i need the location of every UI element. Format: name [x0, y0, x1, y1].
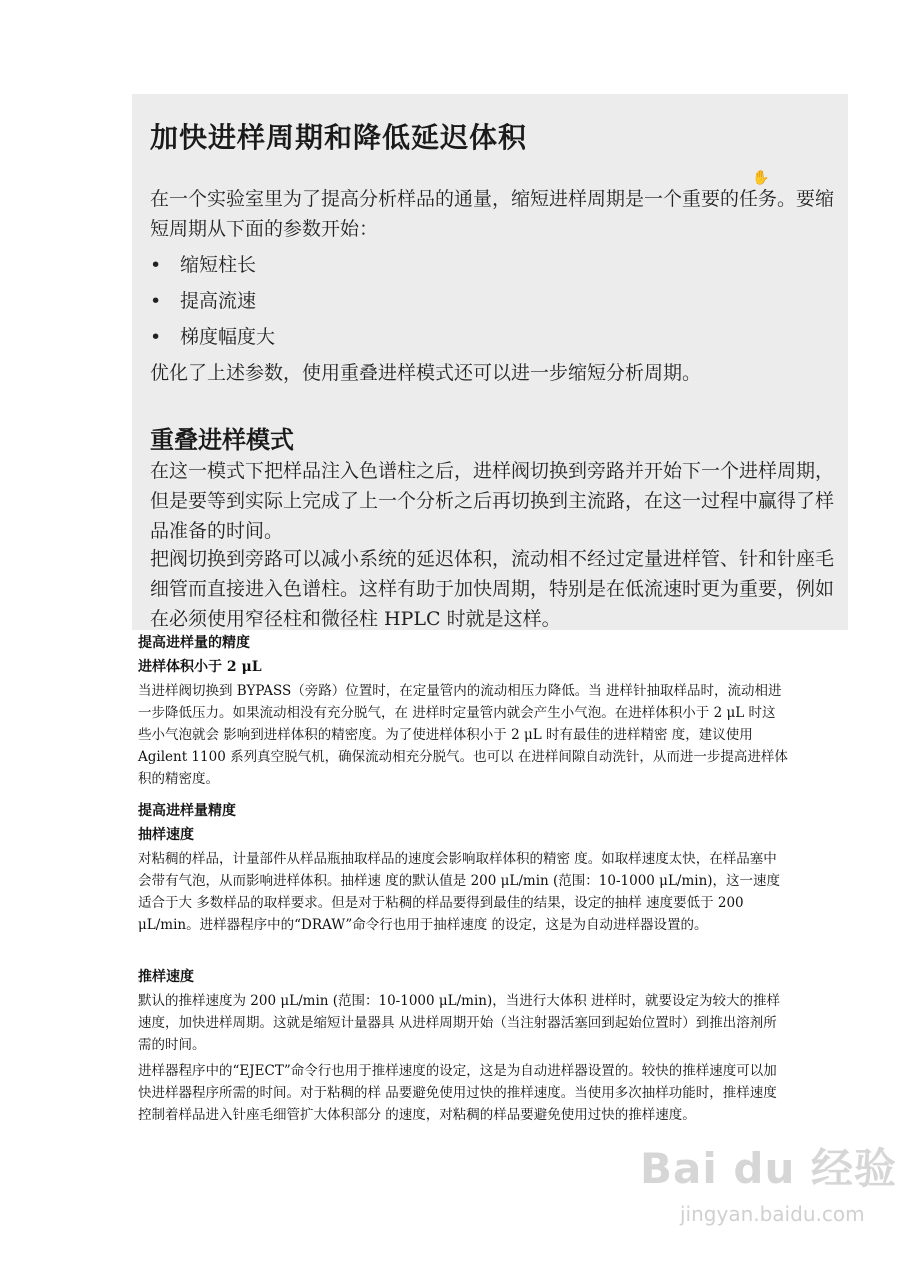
bullet-label: 缩短柱长 — [180, 254, 257, 276]
overlap-mode-paragraph: 在这一模式下把样品注入色谱柱之后，进样阀切换到旁路并开始下一个进样周期，但是要等到实际上完成了上一个分析之后再切换到主流路，在这一过程中赢得了样品准备的时间。 — [150, 460, 835, 542]
bullet-label: 梯度幅度大 — [180, 326, 276, 348]
heading-eject-speed: 推样速度 — [138, 969, 194, 985]
summary-paragraph: 优化了上述参数，使用重叠进样模式还可以进一步缩短分析周期。 — [150, 362, 702, 384]
bypass-paragraph: 把阀切换到旁路可以减小系统的延迟体积，流动相不经过定量进样管、针和针座毛细管而直接进入色谱柱。这样有助于加快周期，特别是在低流速时更为重要，例如在必须使用窄径柱和微径柱 HPLC 时就是这样。 — [150, 548, 835, 630]
draw-speed-paragraph: 对粘稠的样品，计量部件从样品瓶抽取样品的速度会影响取样体积的精密 度。如取样速度太快，在样品塞中会带有气泡，从而影响进样体积。抽样速 度的默认值是 200 μL/min (范围：10-1000 μL/min)，这一速度适合于大 多数样品的取样要求。但是对于粘稠的样品要得到最佳的结果，设定的抽样 速度要低于 200 μL/min。进样器程序中的“DRAW”命令行也用于抽样速度 的设定，这是为自动进样器设置的。 — [138, 851, 781, 933]
page-title: 加快进样周期和降低延迟体积 — [150, 121, 528, 154]
intro-paragraph: 在一个实验室里为了提高分析样品的通量，缩短进样周期是一个重要的任务。要缩短周期从下面的参数开始： — [150, 188, 835, 240]
scan-mark-icon: ✋ — [752, 170, 770, 186]
baidu-watermark — [640, 1136, 897, 1236]
heading-precision: 提高进样量的精度 — [138, 635, 250, 651]
bullet-label: 提高流速 — [180, 290, 257, 312]
watermark-url: jingyan.baidu.com — [680, 1202, 865, 1226]
list-item: • 提高流速 — [150, 290, 257, 312]
heading-precision-2: 提高进样量精度 — [138, 803, 236, 819]
heading-draw-speed: 抽样速度 — [138, 827, 194, 843]
heading-small-volume: 进样体积小于 2 μL — [138, 659, 262, 675]
list-item: • 缩短柱长 — [150, 254, 257, 276]
eject-speed-paragraph: 默认的推样速度为 200 μL/min (范围：10-1000 μL/min)，当进行大体积 进样时，就要设定为较大的推样速度，加快进样周期。这就是缩短计量器具 从进样周期开始（当注射器活塞回到起始位置时）到推出溶剂所需的时间。 — [138, 993, 781, 1053]
section-title: 重叠进样模式 — [150, 425, 294, 454]
small-volume-paragraph: 当进样阀切换到 BYPASS（旁路）位置时，在定量管内的流动相压力降低。当 进样针抽取样品时，流动相进一步降低压力。如果流动相没有充分脱气，在 进样时定量管内就会产生小气泡。在进样体积小于 2 μL 时这些小气泡就会 影响到进样体积的精密度。为了使进样体积小于 2 μL 时有最佳的进样精密 度，建议使用 Agilent 1100 系列真空脱气机，确保流动相充分脱气。也可以 在进样间隙自动洗针，从而进一步提高进样体 积的精密度。 — [138, 683, 788, 787]
watermark-logo: Bai du 经验 — [640, 1144, 897, 1193]
eject-command-paragraph: 进样器程序中的“EJECT”命令行也用于推样速度的设定，这是为自动进样器设置的。较快的推样速度可以加快进样器程序所需的时间。对于粘稠的样 品要避免使用过快的推样速度。当使用多次抽样功能时，推样速度控制着样品进入针座毛细管扩大体积部分 的速度，对粘稠的样品要避免使用过快的推样速度。 — [138, 1063, 777, 1123]
list-item: • 梯度幅度大 — [150, 326, 276, 348]
